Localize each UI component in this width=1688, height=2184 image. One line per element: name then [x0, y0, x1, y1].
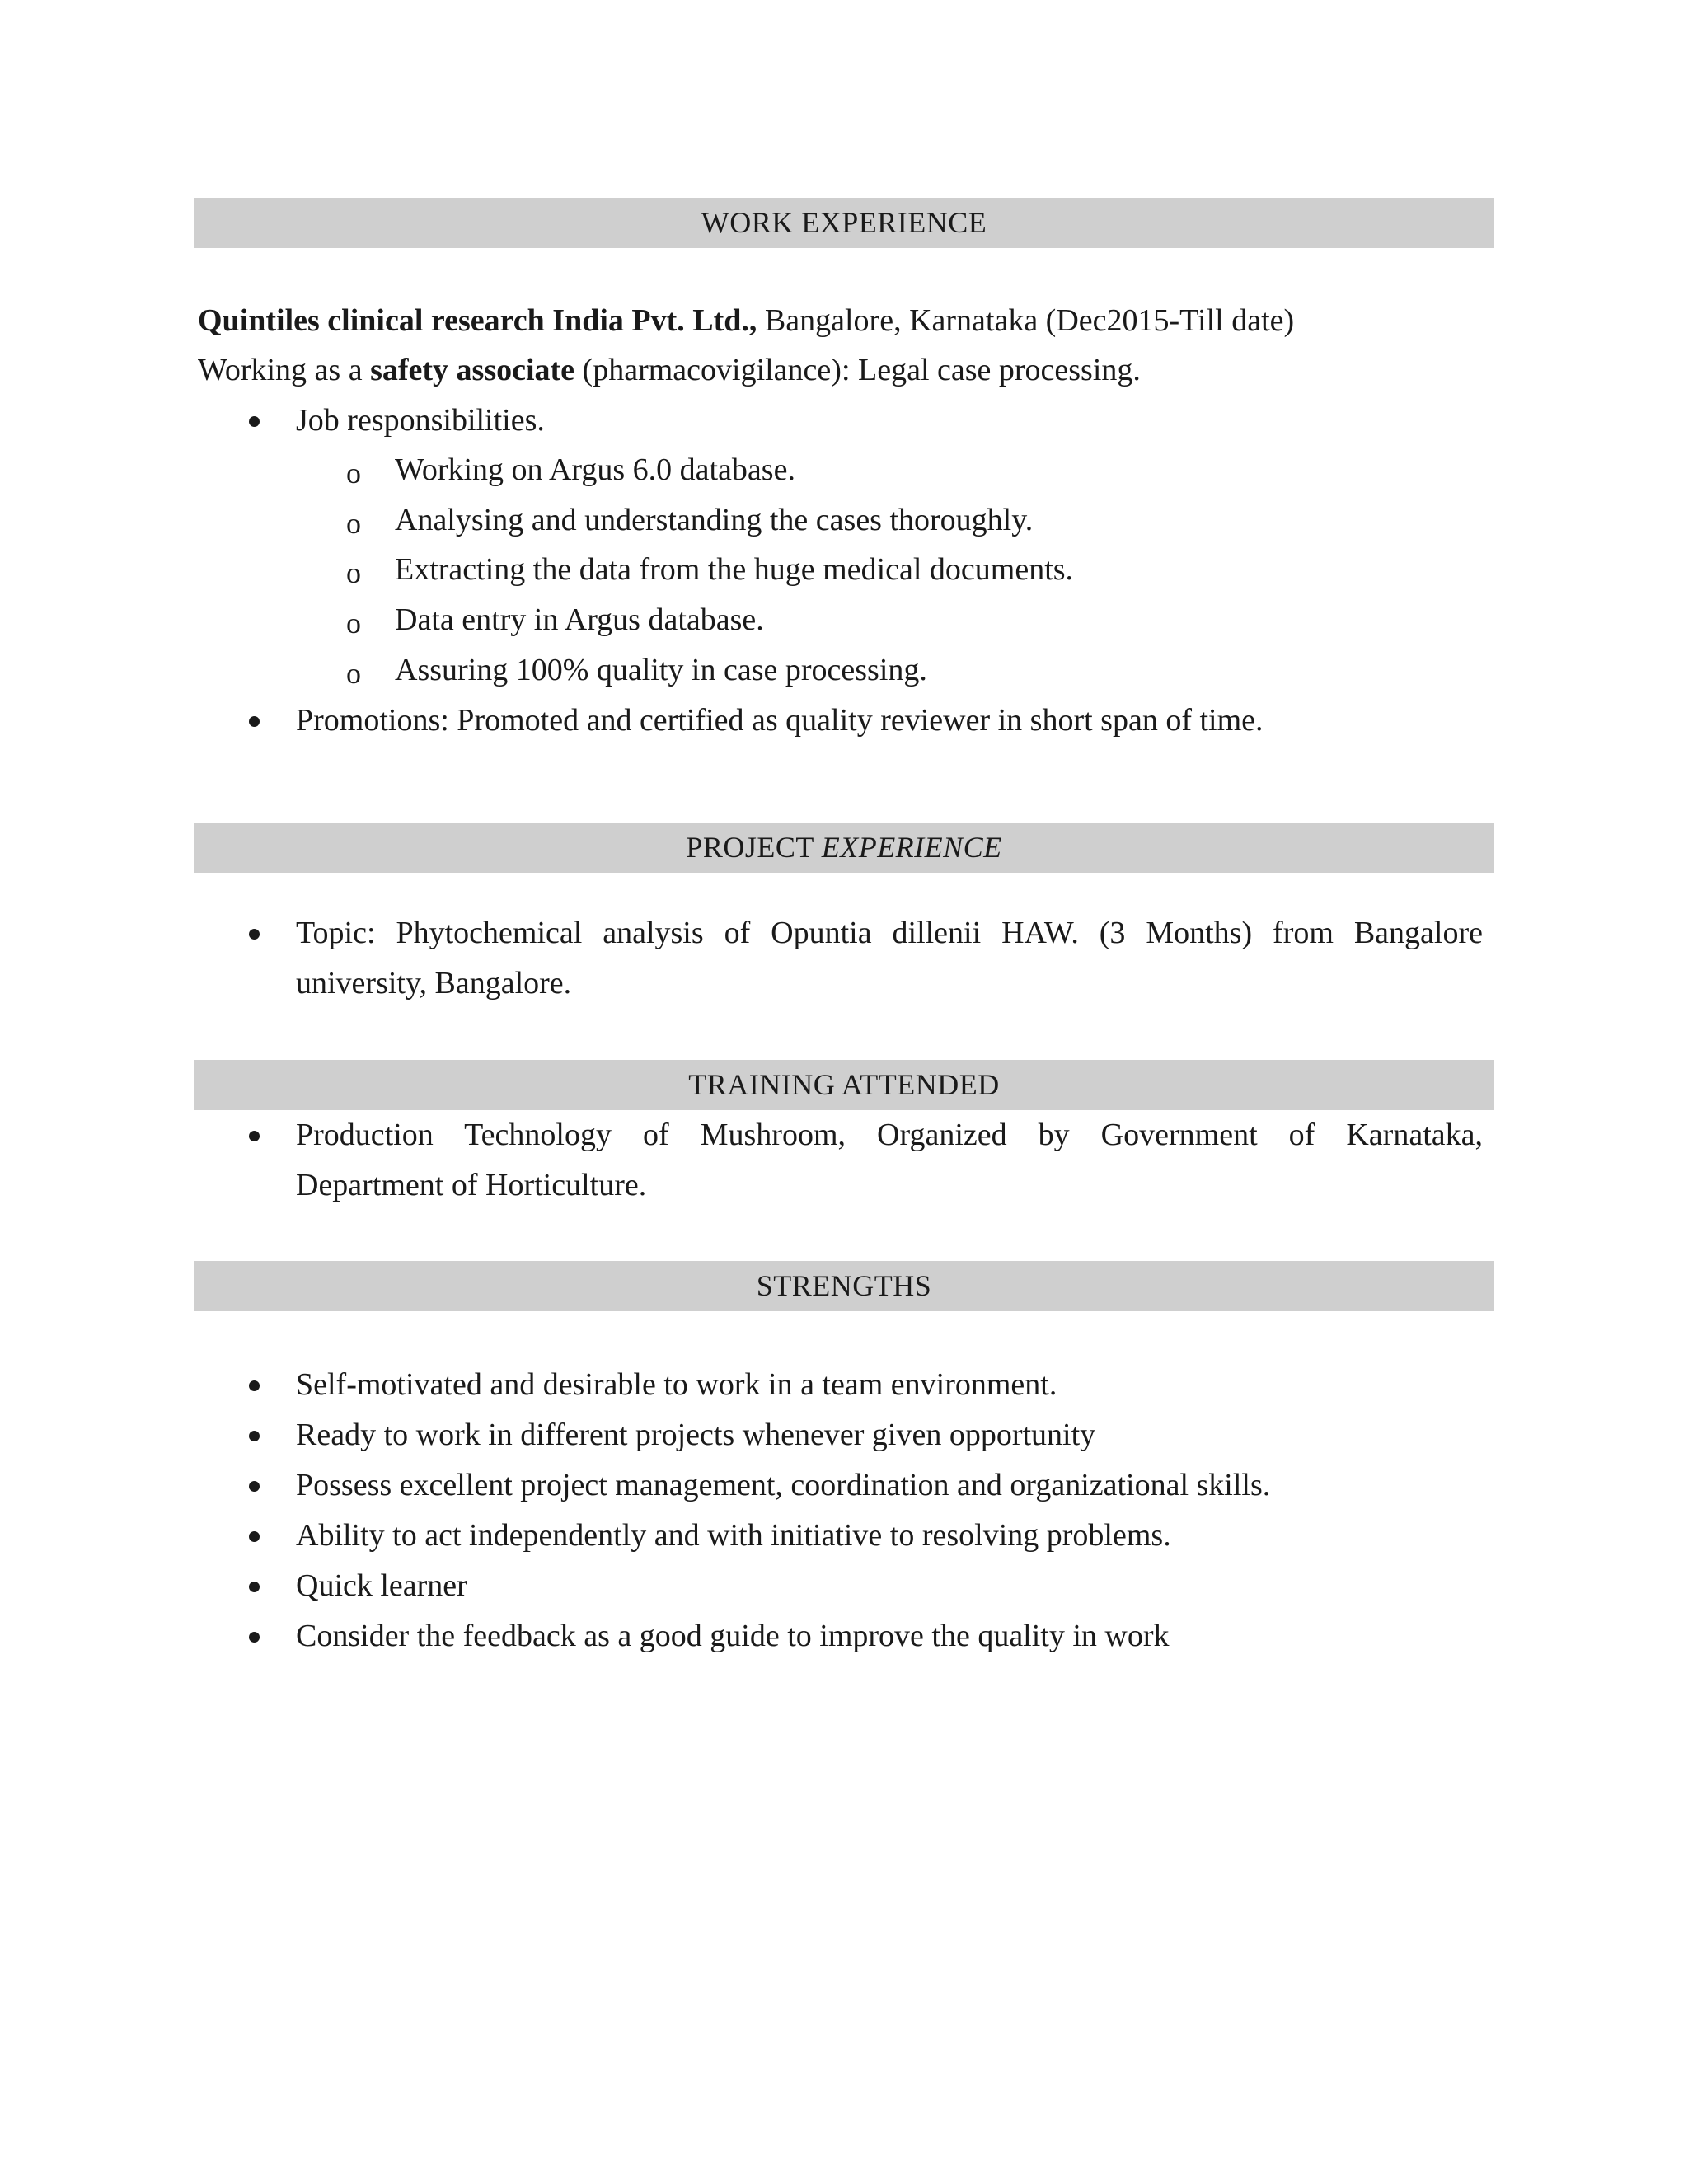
circle-bullet-icon: o — [346, 556, 361, 589]
role-prefix: Working as a — [198, 353, 371, 387]
bullet-icon — [249, 716, 260, 727]
strength-item: Consider the feedback as a good guide to improve the quality in work — [296, 1619, 1170, 1653]
responsibility-item: Assuring 100% quality in case processing. — [395, 653, 927, 687]
strength-item: Ready to work in different projects whenever given opportunity — [296, 1418, 1096, 1452]
circle-bullet-icon: o — [346, 607, 361, 640]
strength-item: Quick learner — [296, 1568, 467, 1603]
bullet-icon — [249, 1582, 260, 1592]
role-line — [198, 349, 1141, 391]
strength-item: Possess excellent project management, coordination and organizational skills. — [296, 1468, 1271, 1502]
responsibility-item: Working on Argus 6.0 database. — [395, 452, 795, 487]
job-responsibilities-heading: Job responsibilities. — [296, 403, 545, 438]
role-suffix: (pharmacovigilance): Legal case processing. — [574, 353, 1141, 387]
bullet-icon — [249, 1531, 260, 1542]
circle-bullet-icon: o — [346, 457, 361, 490]
project-heading-plain: PROJECT — [686, 831, 822, 864]
responsibility-item: Analysing and understanding the cases thoroughly. — [395, 503, 1034, 537]
bullet-icon — [249, 416, 260, 427]
promotions-item: Promotions: Promoted and certified as quality reviewer in short span of time. — [296, 703, 1264, 738]
strengths-heading: STRENGTHS — [194, 1261, 1494, 1311]
bullet-icon — [249, 1632, 260, 1643]
project-topic-line: Topic: Phytochemical analysis of Opuntia dillenii HAW. (3 Months) from Bangalore — [296, 916, 1483, 950]
bullet-icon — [249, 1380, 260, 1391]
responsibility-item: Extracting the data from the huge medical documents. — [395, 552, 1074, 587]
strength-item: Self-motivated and desirable to work in a team environment. — [296, 1367, 1057, 1402]
company-location: Bangalore, Karnataka (Dec2015-Till date) — [757, 303, 1295, 338]
bullet-icon — [249, 929, 260, 940]
bullet-icon — [249, 1431, 260, 1441]
training-line: Production Technology of Mushroom, Organized by Government of Karnataka, — [296, 1118, 1483, 1152]
role-title: safety associate — [370, 353, 575, 387]
bullet-icon — [249, 1131, 260, 1141]
project-topic-line: university, Bangalore. — [296, 966, 572, 1001]
strength-item: Ability to act independently and with initiative to resolving problems. — [296, 1518, 1171, 1553]
company-line — [198, 300, 1294, 341]
bullet-icon — [249, 1481, 260, 1492]
project-heading-italic: EXPERIENCE — [821, 831, 1002, 864]
training-attended-heading: TRAINING ATTENDED — [194, 1060, 1494, 1110]
work-experience-heading: WORK EXPERIENCE — [194, 198, 1494, 248]
company-name: Quintiles clinical research India Pvt. Ltd., — [198, 303, 757, 338]
circle-bullet-icon: o — [346, 657, 361, 690]
responsibility-item: Data entry in Argus database. — [395, 602, 764, 637]
project-experience-heading — [194, 823, 1494, 873]
training-line: Department of Horticulture. — [296, 1168, 647, 1202]
circle-bullet-icon: o — [346, 507, 361, 540]
